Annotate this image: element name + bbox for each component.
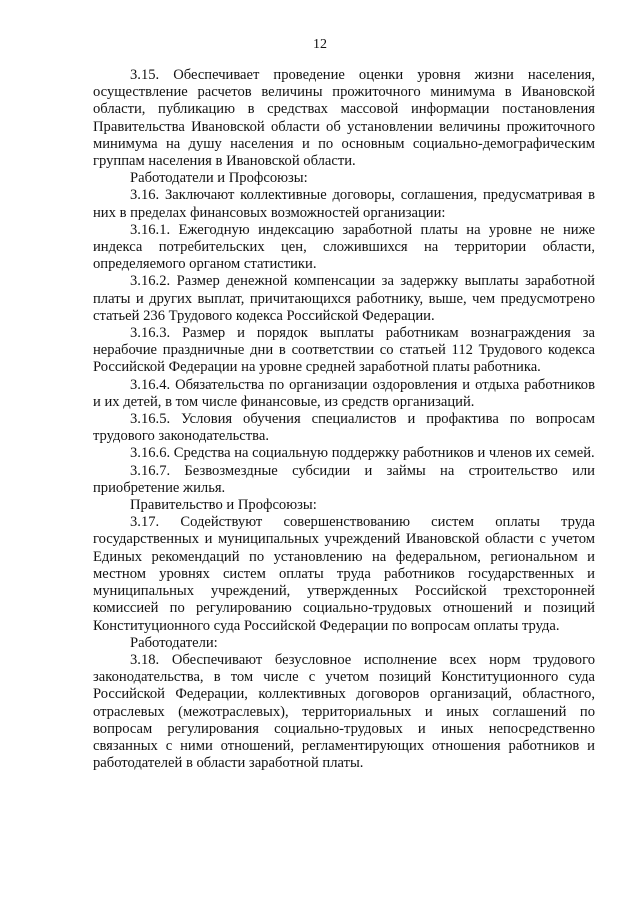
paragraph-3-16-1: 3.16.1. Ежегодную индексацию заработной платы на уровне не ниже индекса потребительских цен, сложившихся на территории области, определяемого органом статистики. <box>93 221 595 273</box>
paragraph-3-17: 3.17. Содействуют совершенствованию систем оплаты труда государственных и муниципальных учреждений Ивановской области с учетом Единых рекомендаций по установлению на федеральном, региональном и местном уровнях систем оплаты труда работников государственных и муниципальных учреждений, утвержденных Российской трехсторонней комиссией по регулированию социально-трудовых отношений и позиций Конституционного суда Российской Федерации по вопросам оплаты труда. <box>93 514 595 634</box>
paragraph-3-16-5: 3.16.5. Условия обучения специалистов и профактива по вопросам трудового законодательства. <box>93 411 595 445</box>
heading-government-and-unions: Правительство и Профсоюзы: <box>130 497 317 514</box>
heading-employers-and-unions: Работодатели и Профсоюзы: <box>130 170 308 187</box>
paragraph-3-15: 3.15. Обеспечивает проведение оценки уровня жизни населения, осуществление расчетов величины прожиточного минимума в Ивановской области, публикацию в средствах массовой информации постановления Правительства Ивановской области об установлении величины прожиточного минимума на душу населения и по основным социально-демографическим группам населения в Ивановской области. <box>93 67 595 170</box>
paragraph-3-18: 3.18. Обеспечивают безусловное исполнение всех норм трудового законодательства, в том числе с учетом позиций Конституционного суда Российской Федерации, коллективных договоров организаций, областного, отраслевых (межотраслевых), территориальных и иных соглашений по вопросам регулирования социально-трудовых и иных непосредственно связанных с ними отношений, регламентирующих отношения работников и работодателей в области заработной платы. <box>93 651 595 772</box>
paragraph-3-16-6: 3.16.6. Средства на социальную поддержку работников и членов их семей. <box>130 445 595 462</box>
paragraph-3-16-4: 3.16.4. Обязательства по организации оздоровления и отдыха работников и их детей, в том числе финансовые, из средств организаций. <box>93 376 595 410</box>
paragraph-3-16: 3.16. Заключают коллективные договоры, соглашения, предусматривая в них в пределах финансовых возможностей организации: <box>93 187 595 221</box>
heading-employers: Работодатели: <box>130 634 218 651</box>
paragraph-3-16-3: 3.16.3. Размер и порядок выплаты работникам вознаграждения за нерабочие праздничные дни в соответствии со статьей 112 Трудового кодекса Российской Федерации на уровне средней заработной платы работника. <box>93 325 595 376</box>
paragraph-3-16-7: 3.16.7. Безвозмездные субсидии и займы на строительство или приобретение жилья. <box>93 462 595 496</box>
document-body <box>93 67 595 772</box>
paragraph-3-16-2: 3.16.2. Размер денежной компенсации за задержку выплаты заработной платы и других выплат, причитающихся работнику, выше, чем предусмотрено статьей 236 Трудового кодекса Российской Федерации. <box>93 273 595 324</box>
page-number: 12 <box>313 37 327 52</box>
